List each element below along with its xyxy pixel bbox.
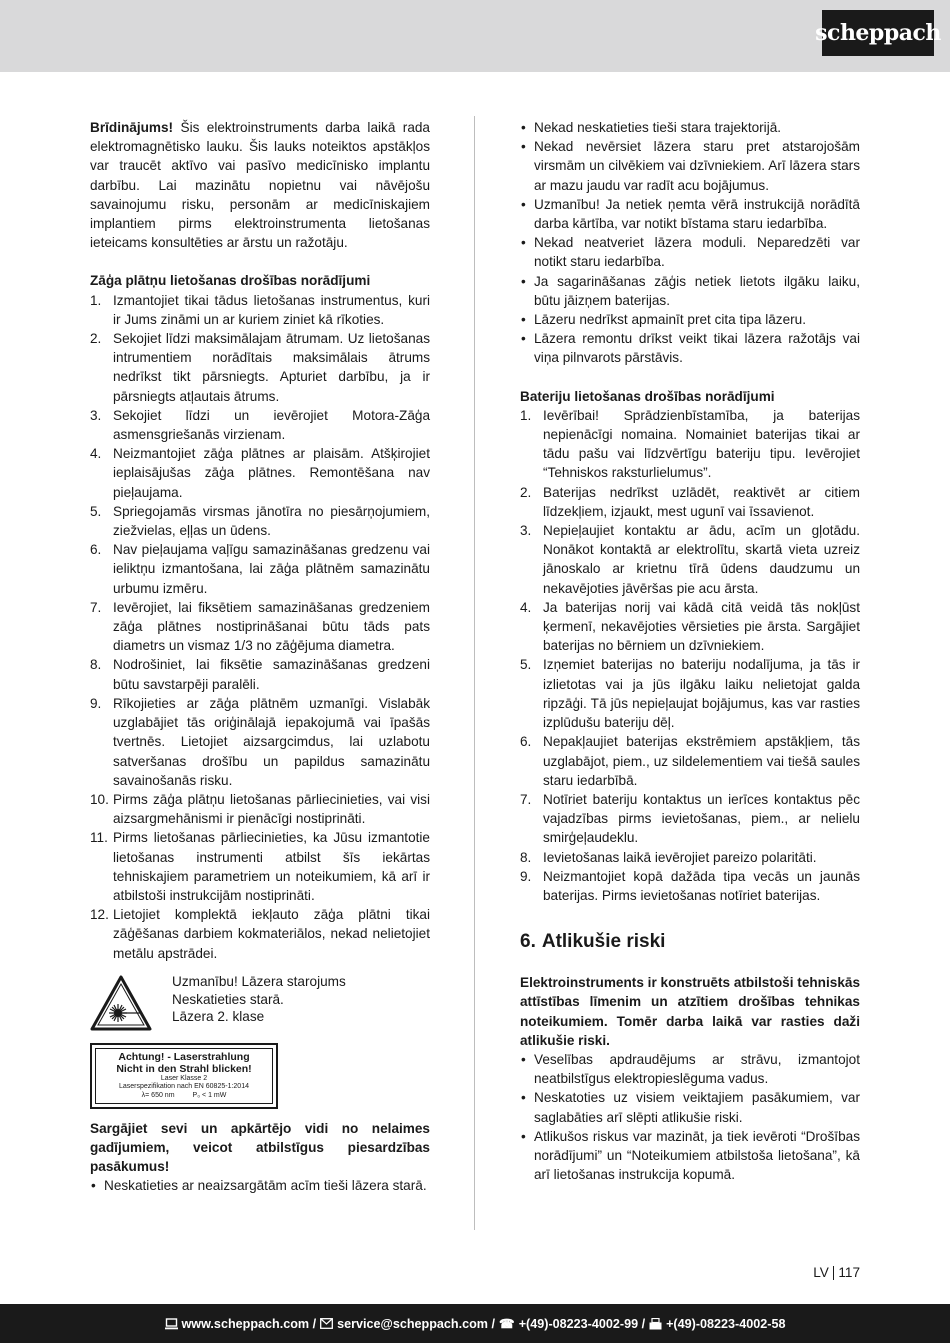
list-item: • Nekad neskatieties tieši stara trajektorijā. — [521, 120, 782, 135]
list-item: 6. Nav pieļaujama vaļīgu samazināšanas gredzenu vai ieliktņu izmantošana, lai zāģa plātnēm samazinātu urbumu izmēru. — [90, 542, 430, 596]
list-item: • Atlikušos riskus var mazināt, ja tiek ievēroti “Drošības norādījumi” un “Noteikumiem atbilstoša lietošana”, kā arī lietošanas instrukcija kopumā. — [521, 1128, 860, 1183]
list-item: 7. Notīriet bateriju kontaktus un ierīces kontaktus pēc vajadzības pirms ievietošanas, piem., ar nelielu smirģeļaudeklu. — [520, 791, 860, 846]
list-item: 2. Baterijas nedrīkst uzlādēt, reaktivēt ar citiem līdzekļiem, izjaukt, mest ugunī vai īssavienot. — [520, 484, 860, 519]
list-item: 9. Neizmantojiet kopā dažāda tipa vecās un jaunās baterijas. Pirms ievietošanas notīriet baterijas. — [520, 868, 860, 903]
right-column — [520, 118, 860, 1184]
list-item: 4. Ja baterijas norij vai kādā citā veidā tās nokļūst ķermenī, nekavējoties vērsieties pie ārsta. Sargājiet baterijas no bērniem un dzīvniekiem. — [520, 599, 860, 654]
battery-list — [520, 406, 860, 905]
footer-website[interactable]: www.scheppach.com / — [181, 1316, 317, 1331]
saw-list — [90, 291, 430, 963]
risk-list — [520, 1050, 860, 1184]
list-item: 1. Ievērībai! Sprādzienbīstamība, ja baterijas nepienācīgi nomaina. Nomainiet baterijas tikai ar tādu pašu vai līdzvērtīgu bateriju tipu. Ievērojiet “Tehniskos raksturlielumus”. — [520, 407, 860, 481]
list-item: 12. Lietojiet komplektā iekļauto zāģa plātni tikai zāģēšanas darbiem kokmateriālos, nekad nelietojiet metālu apstrādei. — [90, 907, 430, 961]
list-item: 5. Spriegojamās virsmas jānotīra no piesārņojumiem, ziežvielas, eļļas un ūdens. — [90, 503, 430, 539]
list-item: 1. Izmantojiet tikai tādus lietošanas instrumentus, kuri ir Jums zināmi un ar kuriem ziniet kā rīkoties. — [90, 292, 430, 327]
protect-list — [90, 1176, 430, 1195]
list-item: 6. Nepakļaujiet baterijas ekstrēmiem apstākļiem, tās uzglabājot, piem., uz sildelementiem vai tiešā saules staru iedarbībā. — [520, 734, 860, 788]
computer-icon — [165, 1318, 178, 1330]
list-item: • Nekad nevērsiet lāzera staru pret atstarojošām virsmām un cilvēkiem vai dzīvniekiem. Arī lāzera stars ar mazu jaudu var radīt acu bojājumus. — [521, 139, 860, 193]
list-item: 2. Sekojiet līdzi maksimālajam ātrumam. Uz lietošanas intrumentiem norādītais maksimālais ātrums nedrīkst tikt pārsniegts. Apturiet darbību, ja ir pārsniegts atļautais ātrums. — [90, 331, 430, 404]
saw-heading: Zāģa plātņu lietošanas drošības norādījumi — [90, 273, 371, 289]
emf-warning: Brīdinājums! Šis elektroinstruments darba laikā rada elektromagnētisko lauku. Šis lauks noteiktos apstākļos var traucēt aktīvo vai pasīvo medicīnisko implantu darbību. Lai mazinātu nopietnu vai nāvējošu savainojumu risku, personām ar medicīniskajiem implantiem pirms elektroinstrumenta lietošanas ieteicams konsultēties ar ārstu un ražotāju. — [90, 120, 430, 251]
list-item: • Uzmanību! Ja netiek ņemta vērā instrukcijā norādītā darba kārtība, var notikt bīstama staru iedarbība. — [521, 196, 860, 232]
battery-heading: Bateriju lietošanas drošības norādījumi — [520, 388, 775, 404]
list-item: • Lāzera remontu drīkst veikt tikai lāzera ražotājs vai viņa pilnvarots pārstāvis. — [521, 331, 860, 366]
list-item: • Veselības apdraudējums ar strāvu, izmantojot neatbilstīgus elektropieslēguma vadus. — [521, 1051, 860, 1087]
fax-icon — [649, 1318, 662, 1330]
list-item: • Lāzeru nedrīkst apmainīt pret cita tipa lāzeru. — [521, 312, 807, 328]
section-title: 6. Atlikušie riski — [520, 931, 666, 953]
footer-bar — [0, 1304, 950, 1343]
footer-fax: +(49)-08223-4002-58 — [666, 1316, 786, 1331]
list-item: • Nekad neatveriet lāzera moduli. Neparedzēti var notikt staru iedarbība. — [521, 235, 860, 270]
scheppach-logo: scheppach — [822, 10, 934, 56]
list-item: 10. Pirms zāģa plātņu lietošanas pārliecinieties, vai visi aizsargmehānismi ir pienācīgi nostiprināti. — [90, 791, 430, 827]
list-item: 8. Ievietošanas laikā ievērojiet pareizo polaritāti. — [520, 849, 817, 865]
protect-heading: Sargājiet sevi un apkārtējo vidi no nelaimes gadījumiem, veicot atbilstīgus piesardzības pasākumus! — [90, 1120, 430, 1175]
list-item: • Neskatoties uz visiem veiktajiem pasākumiem, var saglabāties arī slēpti atlikušie riski. — [521, 1090, 860, 1125]
laser-label: Achtung! - Laserstrahlung Nicht in den Strahl blicken! Laser Klasse 2 Laserspezifikation nach EN 60825-1:2014 λ= 650 nm P₀ < 1 mW — [90, 1043, 278, 1109]
risks-intro: Elektroinstruments ir konstruēts atbilstoši tehniskās attīstības līmenim un atzītiem drošības tehnikas noteikumiem. Tomēr darba laikā var rasties daži atlikušie riski. — [520, 975, 860, 1048]
phone-icon: ☎ — [499, 1317, 515, 1331]
list-item: 3. Sekojiet līdzi un ievērojiet Motora-Zāģa asmensgriešanās virzienam. — [90, 407, 430, 443]
list-item: • Neskatieties ar neaizsargātām acīm tieši lāzera starā. — [91, 1178, 427, 1194]
laser-list — [520, 118, 860, 368]
left-column — [90, 118, 430, 1196]
laser-hazard-icon — [90, 975, 152, 1031]
column-divider — [474, 116, 475, 1230]
list-item: 8. Nodrošiniet, lai fiksētie samazināšanas gredzeni būtu savstarpēji paralēli. — [90, 657, 430, 692]
footer-phone: +(49)-08223-4002-99 / — [518, 1316, 646, 1331]
laser-warning — [90, 973, 430, 1037]
list-item: • Ja sagarināšanas zāģis netiek lietots ilgāku laiku, būtu jāizņem baterijas. — [521, 273, 860, 308]
page-number: LV 117 — [813, 1265, 860, 1280]
list-item: 4. Neizmantojiet zāģa plātnes ar plaisām. Atšķirojiet ieplaisājušas zāģa plātnes. Remontēšana nav pieļaujama. — [90, 446, 430, 500]
laser-warning-text: Uzmanību! Lāzera starojums Neskatieties starā. Lāzera 2. klase — [172, 973, 346, 1025]
list-item: 11. Pirms lietošanas pārliecinieties, ka Jūsu izmantotie lietošanas instrumenti atbilst šīs iekārtas tehniskajiem parametriem un noteikumiem, kā arī ir atbilstoši instrukcijām nostiprināti. — [90, 830, 430, 903]
list-item: 7. Ievērojiet, lai fiksētiem samazināšanas gredzeniem zāģa plātnes nostiprināšanai būtu tāds pats diametrs un vismaz 1/3 no zāģējuma diametra. — [90, 599, 430, 654]
list-item: 3. Nepieļaujiet kontaktu ar ādu, acīm un gļotādu. Nonākot kontaktā ar elektrolītu, skartā vieta uzreiz jānoskalo ar krietnu tīrā ūdens daudzumu un nekavējoties jāvēršas pie acu ārsta. — [520, 523, 860, 596]
list-item: 9. Rīkojieties ar zāģa plātnēm uzmanīgi. Vislabāk uzglabājiet tās oriģinālajā iepakojumā vai īpašās tvertnēs. Lietojiet aizsargcimdus, lai uzlabotu satveršanas drošību un papildus samazinātu savainošanās risku. — [90, 695, 430, 788]
email-icon — [320, 1318, 333, 1329]
footer-email[interactable]: service@scheppach.com / — [337, 1316, 496, 1331]
list-item: 5. Izņemiet baterijas no bateriju nodalījuma, ja tās ir izlietotas vai ja jūs ilgāku laiku nelietojat galda ripzāģi. Tā jūs nepieļaujat bojājumus, kas var rasties izplūdušu bateriju dēļ. — [520, 657, 860, 731]
header-band — [0, 0, 950, 72]
